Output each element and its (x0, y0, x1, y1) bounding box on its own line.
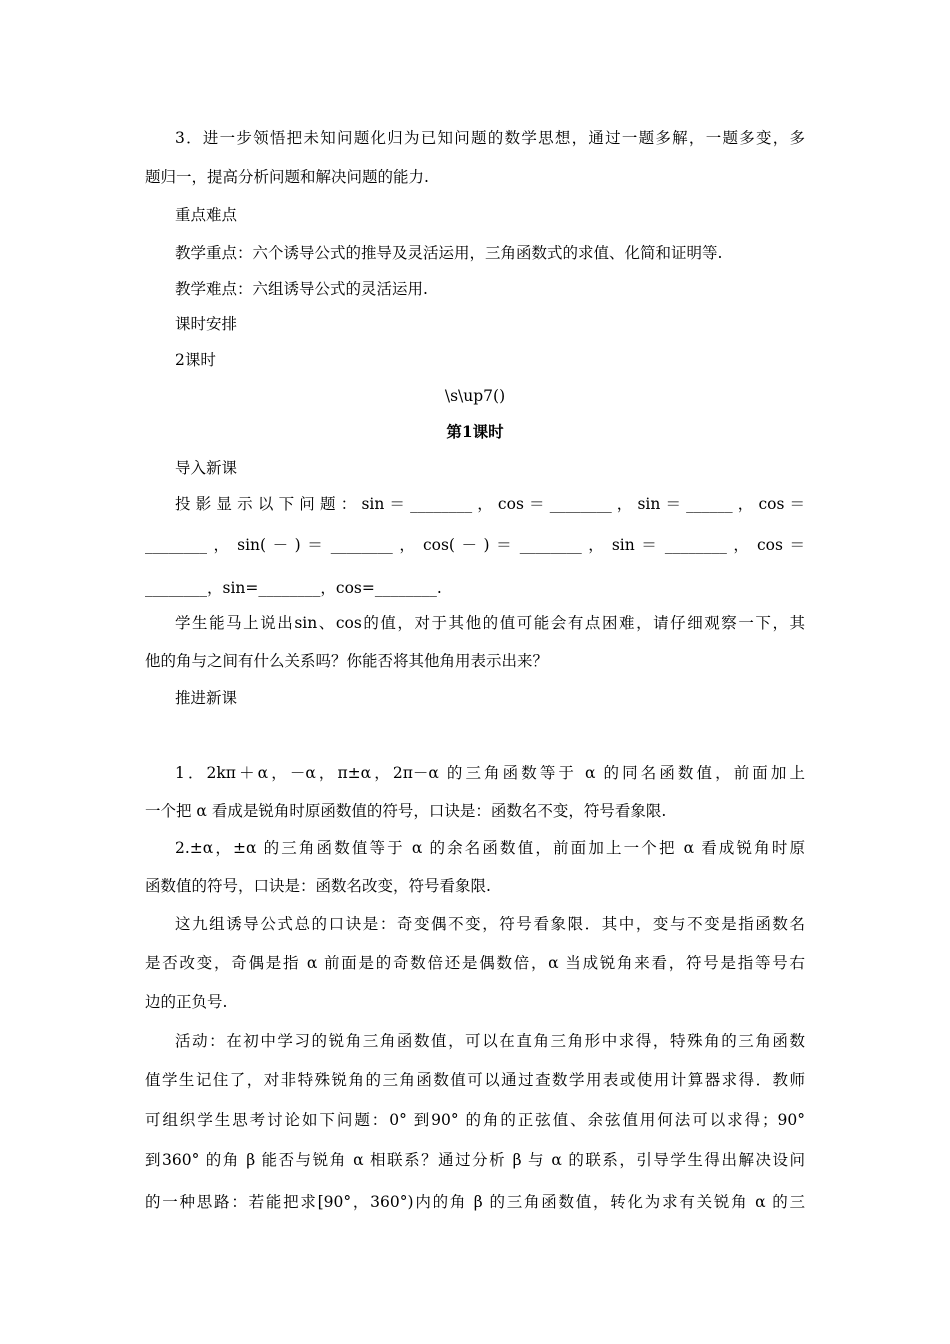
field-code-text: \s\up7() (444, 387, 506, 405)
heading-schedule: 课时安排 (175, 315, 238, 333)
activity-line-2: 值学生记住了，对非特殊锐角的三角函数值可以通过查数学用表或使用计算器求得．教师 (145, 1071, 805, 1089)
rule-1-line-1: 1．2kπ＋α，－α，π±α，2π－α 的三角函数等于 α 的同名函数值，前面加上 (175, 764, 805, 782)
students-paragraph-line-2: 他的角与之间有什么关系吗？你能否将其他角用表示出来？ (145, 652, 549, 670)
mnemonic-line-2: 是否改变，奇偶是指 α 前面是的奇数倍还是偶数倍，α 当成锐角来看，符号是指等号右 (145, 954, 805, 972)
heading-key-difficult-points: 重点难点 (175, 206, 238, 224)
heading-advance: 推进新课 (175, 689, 238, 707)
paragraph-goal-3-line-2: 题归一，提高分析问题和解决问题的能力. (145, 168, 429, 186)
projection-line-1: 投 影 显 示 以 下 问 题 ： sin ＝ ________ ， cos ＝ ________ ， sin ＝ ______ ， cos ＝ (175, 495, 805, 513)
mnemonic-line-1: 这九组诱导公式总的口诀是：奇变偶不变，符号看象限．其中，变与不变是指函数名 (175, 915, 805, 933)
projection-line-2: ________ ， sin( － ) ＝ ________ ， cos( － ) ＝ ________ ， sin ＝ ________ ， cos ＝ (145, 536, 805, 554)
lesson-1-title: 第1课时 (446, 422, 504, 441)
heading-intro: 导入新课 (175, 459, 238, 477)
rule-2-line-2: 函数值的符号，口诀是：函数名改变，符号看象限. (145, 877, 491, 895)
students-paragraph-line-1: 学生能马上说出sin、cos的值，对于其他的值可能会有点困难，请仔细观察一下，其 (175, 614, 805, 632)
schedule-text: 2课时 (175, 351, 216, 369)
teaching-difficulty: 教学难点：六组诱导公式的灵活运用. (175, 280, 428, 298)
rule-2-line-1: 2.±α，±α 的三角函数值等于 α 的余名函数值，前面加上一个把 α 看成锐角时原 (175, 839, 805, 857)
activity-line-4: 到360° 的角 β 能否与锐角 α 相联系？通过分析 β 与 α 的联系，引导学生得出解决设问 (145, 1151, 805, 1169)
teaching-key-point: 教学重点：六个诱导公式的推导及灵活运用，三角函数式的求值、化简和证明等. (175, 244, 723, 262)
rule-1-line-2: 一个把 α 看成是锐角时原函数值的符号，口诀是：函数名不变，符号看象限. (145, 802, 667, 820)
activity-line-3: 可组织学生思考讨论如下问题：0° 到90° 的角的正弦值、余弦值用何法可以求得；90° (145, 1111, 805, 1129)
activity-line-5: 的一种思路：若能把求[90°，360°)内的角 β 的三角函数值，转化为求有关锐角 α 的三 (145, 1193, 805, 1211)
activity-line-1: 活动：在初中学习的锐角三角函数值，可以在直角三角形中求得，特殊角的三角函数 (175, 1032, 805, 1050)
mnemonic-line-3: 边的正负号. (145, 993, 228, 1011)
projection-line-3: ________，sin=________，cos=________. (145, 579, 442, 597)
paragraph-goal-3-line-1: 3．进一步领悟把未知问题化归为已知问题的数学思想，通过一题多解，一题多变，多 (175, 129, 805, 147)
